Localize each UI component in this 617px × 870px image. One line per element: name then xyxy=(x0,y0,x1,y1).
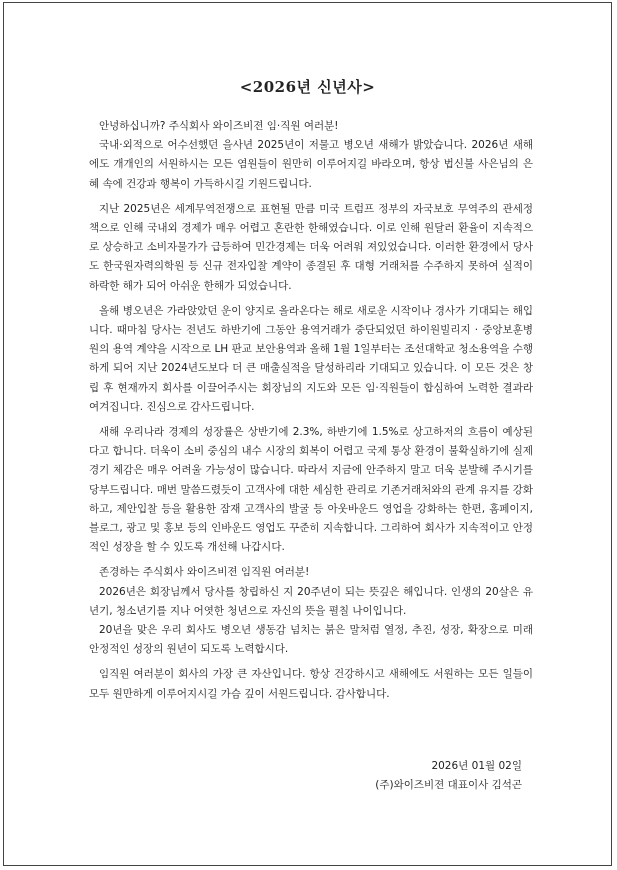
page-title: <2026년 신년사> xyxy=(239,78,376,96)
letter-body xyxy=(89,117,533,710)
page-frame xyxy=(3,2,612,866)
paragraph-2025-review xyxy=(89,200,533,296)
paragraph-anniversary xyxy=(89,563,533,659)
paragraph-2026-outlook xyxy=(89,302,533,417)
paragraph-text: 2026년은 회장님께서 당사를 창립하신 지 20주년이 되는 뜻깊은 해입니다. 인생의 20살은 유년기, 청소년기를 지나 어엿한 청년으로 자신의 뜻을 펼칠 나이입니다. xyxy=(89,585,533,617)
paragraph-closing xyxy=(89,665,533,703)
paragraph-text: 지난 2025년은 세계무역전쟁으로 표현될 만큼 미국 트럼프 정부의 자국보호 무역주의 관세정책으로 인해 국내외 경제가 매우 어렵고 혼란한 한해였습니다. 이로 인해 원달러 환율이 지속적으로 상승하고 소비자물가가 급등하여 민간경제는 더욱 어려워 져있었습니다. 이러한 환경에서 당사도 한국원자력의학원 등 신규 전자입찰 계약이 종결된 후 대형 거래처를 수주하지 못하여 실적이 하락한 해가 되어 아쉬운 한해가 되었습니다. xyxy=(89,202,533,292)
paragraph-economy xyxy=(89,423,533,557)
signature-name: (주)와이즈비젼 대표이사 김석곤 xyxy=(375,779,522,791)
salutation: 존경하는 주식회사 와이즈비젼 임직원 여러분! xyxy=(99,566,310,579)
paragraph-text: 20년을 맞은 우리 회사도 병오년 생동감 넘치는 붉은 말처럼 열정, 추진, 성장, 확장으로 미래 안정적인 성장의 원년이 되도록 노력합시다. xyxy=(89,624,533,656)
paragraph-text: 국내·외적으로 어수선했던 을사년 2025년이 저물고 병오년 새해가 밝았습니다. 2026년 새해에도 개개인의 서원하시는 모든 염원들이 원만히 이루어지길 바라오며, 항상 법신불 사은님의 은혜 속에 건강과 행복이 가득하시길 기원드립니다. xyxy=(89,139,533,190)
letter-date: 2026년 01월 02일 xyxy=(431,760,522,772)
paragraph-text: 올해 병오년은 가라앉았던 운이 양지로 올라온다는 해로 새로운 시작이나 경사가 기대되는 해입니다. 때마침 당사는 전년도 하반기에 그동안 용역거래가 중단되었던 하이원빌리지 · 중앙보훈병원의 용역 계약을 시작으로 LH 판교 보안용역과 올해 1월 1일부터는 조선대학교 청소용역을 수행하게 되어 지난 2024년도보다 더 큰 매출실적을 달성하리라 기대되고 있습니다. 이 모든 것은 창립 후 현재까지 회사를 이끌어주시는 회장님의 지도와 모든 임·직원들이 합심하여 노력한 결과라 여겨집니다. 진심으로 감사드립니다. xyxy=(89,304,533,413)
paragraph-greeting xyxy=(89,117,533,194)
signature-block xyxy=(375,757,522,795)
paragraph-text: 임직원 여러분이 회사의 가장 큰 자산입니다. 항상 건강하시고 새해에도 서원하는 모든 일들이 모두 원만하게 이루어지시길 가슴 깊이 서원드립니다. 감사합니다. xyxy=(89,668,533,700)
paragraph-text: 새해 우리나라 경제의 성장률은 상반기에 2.3%, 하반기에 1.5%로 상고하저의 흐름이 예상된다고 합니다. 더욱이 소비 중심의 내수 시장의 회복이 어렵고 국제 통상 환경이 불확실하기에 실제 경기 체감은 매우 어려울 가능성이 많습니다. 따라서 지금에 안주하지 말고 더욱 분발해 주시기를 당부드립니다. 매번 말씀드렸듯이 고객사에 대한 세심한 관리로 기존거래처와의 관계 유지를 강화하고, 제안입찰 등을 활용한 잠재 고객사의 발굴 등 아웃바운드 영업을 강화하는 한편, 홈페이지, 블로그, 광고 및 홍보 등의 인바운드 영업도 꾸준히 지속합니다. 그리하여 회사가 지속적이고 안정적인 성장을 할 수 있도록 개선해 나갑시다. xyxy=(89,426,533,554)
salutation: 안녕하십니까? 주식회사 와이즈비젼 임·직원 여러분! xyxy=(99,120,339,132)
